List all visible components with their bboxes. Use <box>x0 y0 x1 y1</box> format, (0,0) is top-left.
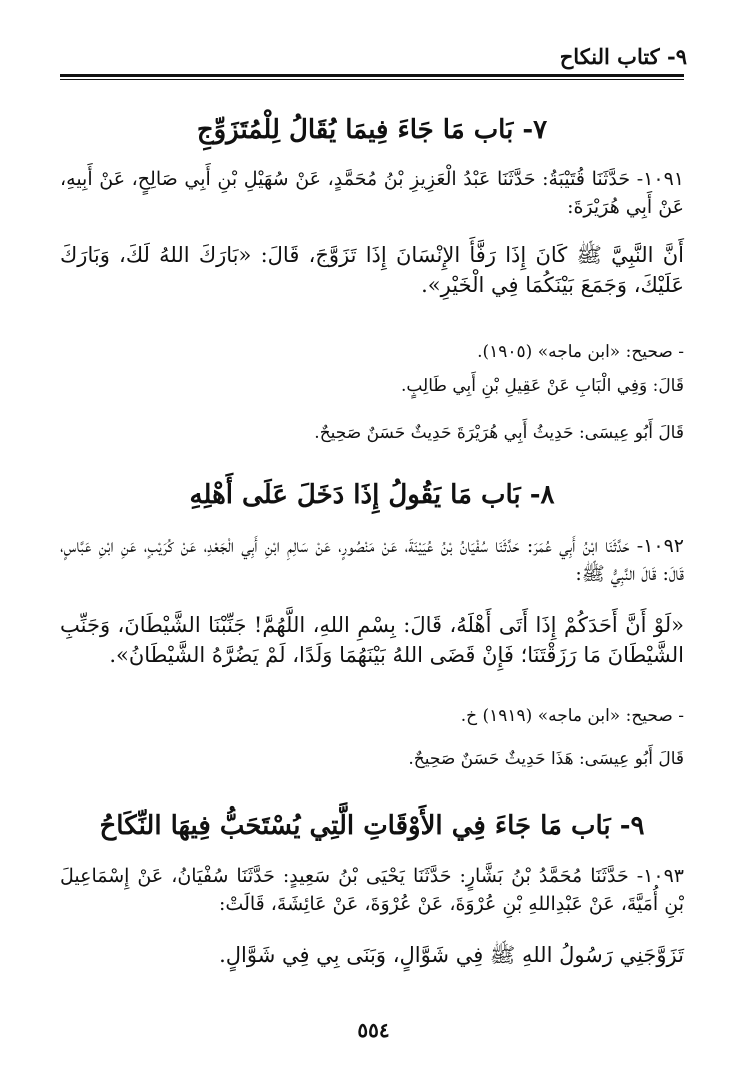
hadith-matn: «لَوْ أَنَّ أَحَدَكُمْ إِذَا أَتَى أَهْلَهُ، قَالَ: بِسْمِ اللهِ، اللَّهُمَّ! جَنِّبْنَا الشَّيْطَانَ، وَجَنِّبِ الشَّيْطَانَ مَا رَزَقْتَنَا؛ فَإِنْ قَضَى اللهُ بَيْنَهُمَا وَلَدًا، لَمْ يَضُرَّهُ الشَّيْطَانُ». <box>60 613 684 667</box>
hadith-isnad: ١٠٩٢- حَدَّثَنَا ابْنُ أَبِي عُمَرَ: حَدَّثَنَا سُفْيَانُ بْنُ عُيَيْنَةَ، عَنْ مَنْصُورٍ، عَنْ سَالِمِ ابْنِ أَبِي الْجَعْدِ، عَنْ كُرَيْبٍ، عَنِ ابْنِ عَبَّاسٍ، قَالَ: قَالَ النَّبِيُّ ﷺ: <box>60 535 684 585</box>
hadith-matn: أَنَّ النَّبِيَّ ﷺ كَانَ إِذَا رَفَّأَ الإِنْسَانَ إِذَا تَزَوَّجَ، قَالَ: «بَارَكَ اللهُ لَكَ، وَبَارَكَ عَلَيْكَ، وَجَمَعَ بَيْنَكُمَا فِي الْخَيْرِ». <box>60 243 684 297</box>
page-number: ٥٥٤ <box>357 1018 390 1042</box>
hadith-grading: - صحيح: «ابن ماجه» (١٩٠٥). <box>477 342 684 362</box>
hadith-isnad: ١٠٩١- حَدَّثَنَا قُتَيْبَةُ: حَدَّثَنَا عَبْدُ الْعَزِيزِ بْنُ مُحَمَّدٍ، عَنْ سُهَيْلِ بْنِ أَبِي صَالِحٍ، عَنْ أَبِيهِ، عَنْ أَبِي هُرَيْرَةَ: <box>60 168 684 218</box>
note-line: قَالَ: وَفِي الْبَابِ عَنْ عَقِيلِ بْنِ أَبِي طَالِبٍ. <box>400 376 684 396</box>
hadith-isnad: ١٠٩٣- حَدَّثَنَا مُحَمَّدُ بْنُ بَشَّارٍ: حَدَّثَنَا يَحْيَى بْنُ سَعِيدٍ: حَدَّثَنَا سُفْيَانُ، عَنْ إِسْمَاعِيلَ بْنِ أُمَيَّةَ، عَنْ عَبْدِاللهِ بْنِ عُرْوَةَ، عَنْ عُرْوَةَ، عَنْ عَائِشَةَ، قَالَتْ: <box>60 865 684 915</box>
header-rule-thick <box>60 74 684 77</box>
chapter-heading: ٩- بَاب مَا جَاءَ فِي الأَوْقَاتِ الَّتِي يُسْتَحَبُّ فِيهَا النِّكَاحُ <box>99 811 645 841</box>
note-line: قَالَ أَبُو عِيسَى: هَذَا حَدِيثٌ حَسَنٌ صَحِيحٌ. <box>408 749 684 769</box>
hadith-grading: - صحيح: «ابن ماجه» (١٩١٩) خ. <box>460 706 684 726</box>
note-line: قَالَ أَبُو عِيسَى: حَدِيثُ أَبِي هُرَيْرَةَ حَدِيثٌ حَسَنٌ صَحِيحٌ. <box>314 423 684 443</box>
hadith-matn: تَزَوَّجَنِي رَسُولُ اللهِ ﷺ فِي شَوَّالٍ، وَبَنَى بِي فِي شَوَّالٍ. <box>219 943 684 967</box>
running-header: ٩- كتاب النكاح <box>559 44 687 69</box>
chapter-heading: ٧- بَاب مَا جَاءَ فِيمَا يُقَالُ لِلْمُتَزَوِّجِ <box>196 115 548 145</box>
header-rule-thin <box>60 79 684 80</box>
chapter-heading: ٨- بَاب مَا يَقُولُ إِذَا دَخَلَ عَلَى أَهْلِهِ <box>189 480 555 510</box>
